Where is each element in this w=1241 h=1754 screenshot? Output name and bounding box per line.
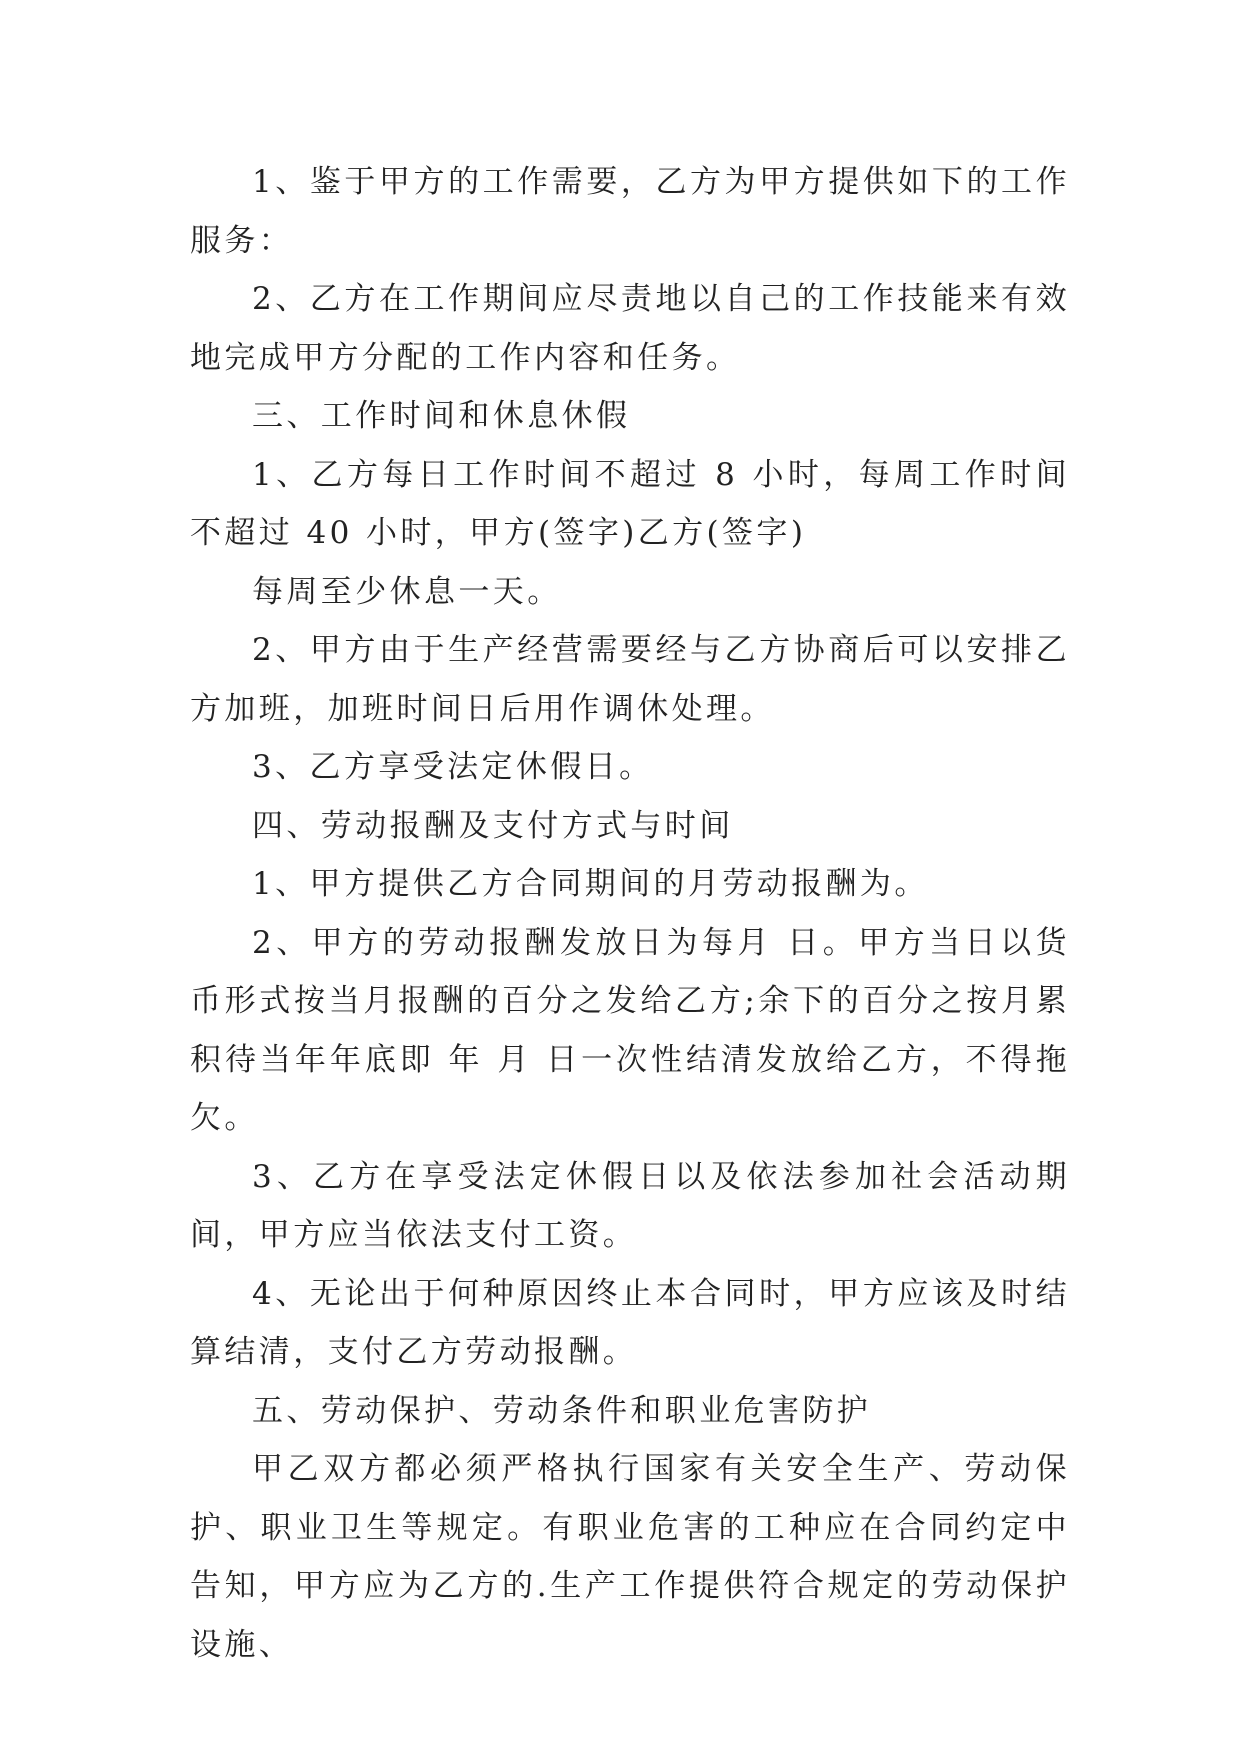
paragraph-daily-hours: 1、乙方每日工作时间不超过 8 小时，每周工作时间不超过 40 小时，甲方(签字)乙方(签字) xyxy=(190,456,1070,551)
paragraph-weekly-rest: 每周至少休息一天。 xyxy=(252,573,562,610)
paragraph-termination-pay: 4、无论出于何种原因终止本合同时，甲方应该及时结算结清，支付乙方劳动报酬。 xyxy=(190,1275,1070,1370)
paragraph-duty-performance: 2、乙方在工作期间应尽责地以自己的工作技能来有效地完成甲方分配的工作内容和任务。 xyxy=(190,281,1070,376)
paragraph-safety-regulations: 甲乙双方都必须严格执行国家有关安全生产、劳动保护、职业卫生等规定。有职业危害的工种应在合同约定中告知，甲方应为乙方的.生产工作提供符合规定的劳动保护设施、 xyxy=(190,1451,1070,1663)
paragraph-holiday-pay: 3、乙方在享受法定休假日以及依法参加社会活动期间，甲方应当依法支付工资。 xyxy=(190,1158,1070,1253)
section-heading-remuneration: 四、劳动报酬及支付方式与时间 xyxy=(252,807,734,844)
paragraph-legal-holidays: 3、乙方享受法定休假日。 xyxy=(252,749,654,785)
paragraph-service-scope: 1、鉴于甲方的工作需要，乙方为甲方提供如下的工作服务： xyxy=(190,164,1070,259)
section-heading-work-hours: 三、工作时间和休息休假 xyxy=(252,398,631,434)
paragraph-monthly-pay: 1、甲方提供乙方合同期间的月劳动报酬为。 xyxy=(252,866,929,902)
paragraph-pay-date: 2、甲方的劳动报酬发放日为每月 日。甲方当日以货币形式按当月报酬的百分之发给乙方;余下的百分之按月累积待当年年底即 年 月 日一次性结清发放给乙方，不得拖欠。 xyxy=(190,924,1070,1136)
paragraph-overtime: 2、甲方由于生产经营需要经与乙方协商后可以安排乙方加班，加班时间日后用作调休处理。 xyxy=(190,632,1070,727)
section-heading-labor-protection: 五、劳动保护、劳动条件和职业危害防护 xyxy=(252,1392,872,1429)
document-page xyxy=(190,153,1070,1674)
